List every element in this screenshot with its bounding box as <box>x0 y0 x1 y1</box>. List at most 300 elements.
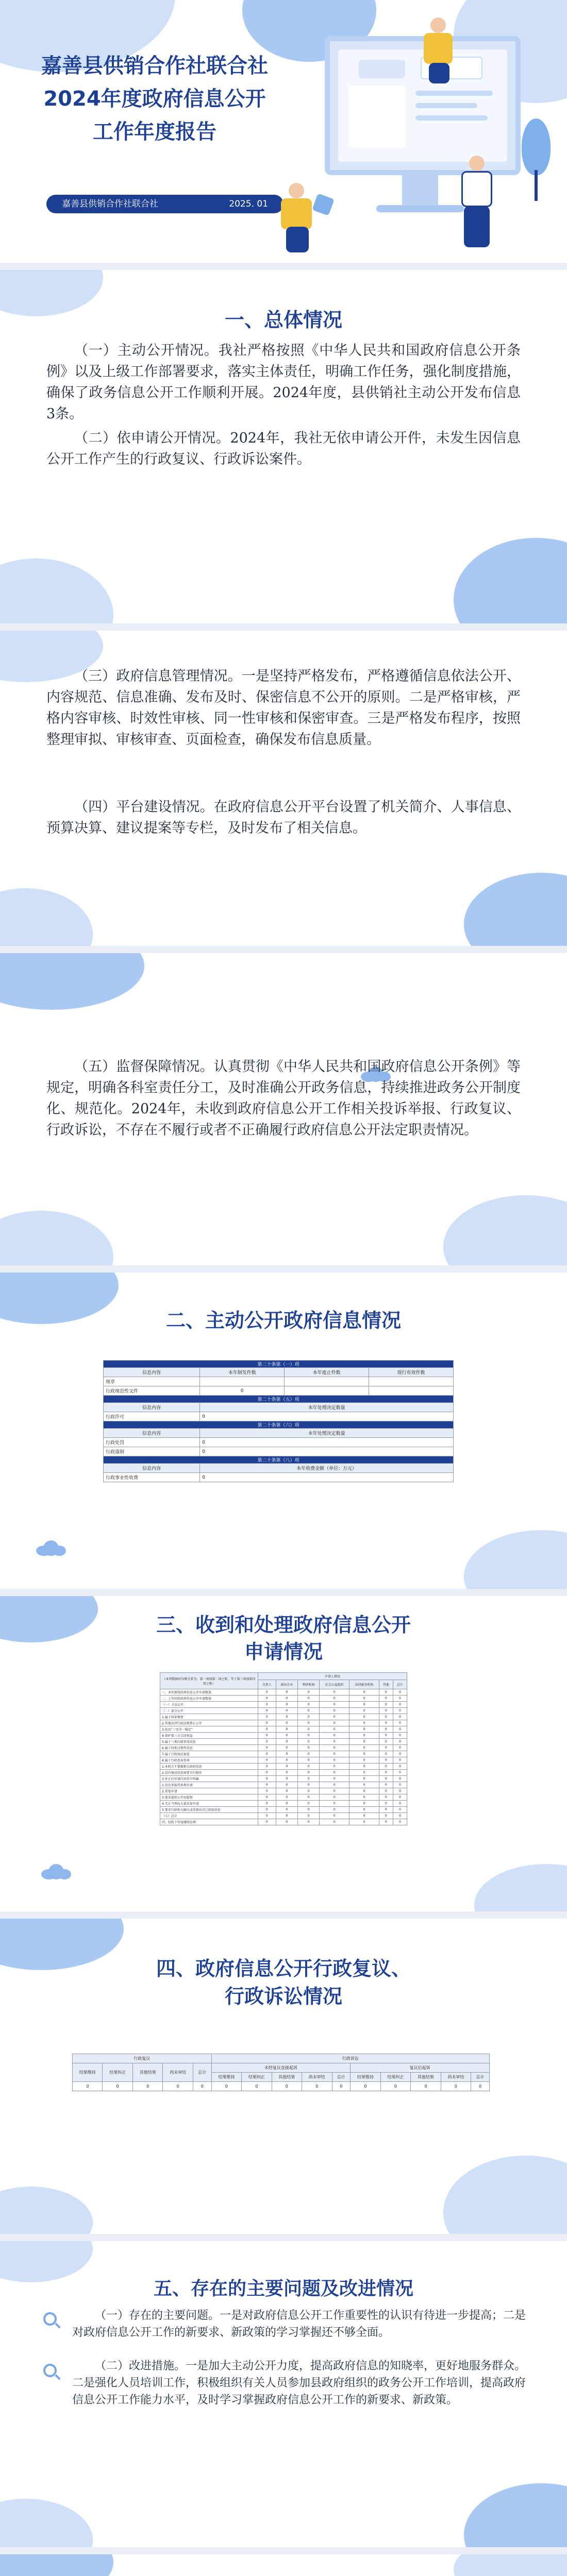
table-cell: 0 <box>379 1801 393 1807</box>
table-header: 信息内容 <box>104 1429 200 1438</box>
table-cell: 0 <box>471 2082 490 2091</box>
decor-blob <box>454 538 567 623</box>
table-cell: 0 <box>242 2082 272 2091</box>
table-row <box>104 1473 454 1482</box>
table-cell: 0 <box>298 1733 320 1739</box>
table-row <box>104 1377 454 1386</box>
table-cell: 0 <box>298 1794 320 1801</box>
paragraph: （二）依申请公开情况。2024年，我社无依申请公开件，未发生因信息公开工作产生的行政复议、行政诉讼案件。 <box>46 430 521 467</box>
table-row-label: 4.无正当理由大量反复申请 <box>160 1801 258 1807</box>
table-cell: 0 <box>379 1745 393 1751</box>
report-title <box>21 49 289 148</box>
table-row <box>104 1447 454 1456</box>
screen-line <box>415 115 488 121</box>
table-cell: 0 <box>276 1757 297 1764</box>
section-divider <box>0 946 567 953</box>
table-cell: 0 <box>379 1813 393 1819</box>
table-header: 结果维持 <box>211 2073 241 2082</box>
table-header: 其他 <box>379 1680 393 1689</box>
table-cell: 0 <box>258 1807 276 1813</box>
decor-blob <box>474 1864 567 1911</box>
table-row-label: 3.危及“三安全一稳定” <box>160 1726 258 1733</box>
table-cell: 0 <box>258 1813 276 1819</box>
table-header: 本年处理决定数量 <box>200 1403 454 1412</box>
table-row <box>160 1714 407 1720</box>
table-header: 自然人 <box>258 1680 276 1689</box>
table-cell: 0 <box>349 1801 379 1807</box>
table-row <box>160 1770 407 1776</box>
table-header: 尚未审结 <box>163 2063 193 2082</box>
cube-icon <box>312 193 335 216</box>
table-cell: 0 <box>298 1819 320 1825</box>
table-cell: 0 <box>200 1386 285 1396</box>
table-cell: 0 <box>320 1776 349 1782</box>
table-row <box>160 1726 407 1733</box>
table-row <box>104 1438 454 1447</box>
table-cell: 0 <box>393 1770 407 1776</box>
table-cell: 0 <box>349 1751 379 1757</box>
table-cell: 0 <box>320 1689 349 1696</box>
table-cell: 0 <box>393 1788 407 1794</box>
table-cell: 0 <box>320 1733 349 1739</box>
table-row <box>160 1788 407 1794</box>
table-cell: 行政强制 <box>104 1447 200 1456</box>
section-divider <box>0 1589 567 1596</box>
table-cell: 0 <box>393 1794 407 1801</box>
table-row <box>160 1696 407 1702</box>
table-row-label: 二、上年结转政府信息公开申请数量 <box>160 1696 258 1702</box>
table-row <box>160 1720 407 1726</box>
table-cell: 0 <box>379 1751 393 1757</box>
table-cell: 0 <box>276 1696 297 1702</box>
table-header: 结果纠正 <box>103 2063 132 2082</box>
table-header: 申请人情况 <box>258 1673 407 1680</box>
paragraph: （三）政府信息管理情况。一是坚持严格发布，严格遵循信息依法公开、内容规范、信息准确、发布及时、保密信息不公开的原则。二是严格审核，严格内容审核、时效性审核、同一性审核和保密审查。三是严格发布程序，按照整理审拟、审核审查、页面检查，确保发布信息质量。 <box>46 668 521 748</box>
decor-blob <box>464 873 567 946</box>
table-cell: 0 <box>258 1819 276 1825</box>
table-row <box>160 1813 407 1819</box>
table-cell: 0 <box>276 1708 297 1714</box>
table-row-label: 四、结转下年度继续办理 <box>160 1819 258 1825</box>
table-cell: 0 <box>276 1745 297 1751</box>
person-icon <box>469 156 485 171</box>
table-row <box>104 1386 454 1396</box>
section-divider <box>0 263 567 270</box>
table-header: 商业企业 <box>276 1680 297 1689</box>
monitor-screen <box>338 49 507 162</box>
decor-blob <box>464 1530 567 1589</box>
proactive-table <box>103 1360 454 1482</box>
table-cell: 0 <box>349 1776 379 1782</box>
table-cell: 0 <box>351 2082 380 2091</box>
table-row <box>160 1739 407 1745</box>
table-header: 社会公益组织 <box>320 1680 349 1689</box>
table-cell: 0 <box>379 1782 393 1788</box>
table-cell: 0 <box>393 1801 407 1807</box>
table-row-label: 一、本年新收政府信息公开申请数量 <box>160 1689 258 1696</box>
table-cell: 0 <box>258 1714 276 1720</box>
table-row <box>73 2082 490 2091</box>
section-title: 二、主动公开政府信息情况 <box>165 1309 401 1332</box>
decor-blob <box>0 1211 113 1265</box>
table-cell: 0 <box>276 1689 297 1696</box>
decor-blob <box>443 2156 567 2234</box>
table-cell: 0 <box>320 1770 349 1776</box>
table-cell: 0 <box>379 1794 393 1801</box>
table-band: 第二十条第（一）项 <box>104 1361 454 1368</box>
section-overview-cont <box>0 631 567 946</box>
magnifier-icon <box>43 2364 57 2377</box>
applications-table <box>160 1672 407 1825</box>
table-cell: 0 <box>393 1708 407 1714</box>
table-cell: 0 <box>393 1720 407 1726</box>
table-cell: 0 <box>393 1739 407 1745</box>
table-cell: 0 <box>298 1807 320 1813</box>
table-cell: 0 <box>349 1757 379 1764</box>
table-cell: 0 <box>349 1794 379 1801</box>
section-divider <box>0 1911 567 1919</box>
tree-icon <box>522 118 551 175</box>
table-header: 本年制发件数 <box>200 1368 285 1377</box>
table-row <box>160 1807 407 1813</box>
table-cell: 0 <box>393 1689 407 1696</box>
table-cell <box>285 1386 369 1396</box>
table-cell: 0 <box>320 1801 349 1807</box>
table-cell: 0 <box>211 2082 241 2091</box>
table-cell: 0 <box>379 1757 393 1764</box>
table-row-label: 2.没有现成信息需要另行制作 <box>160 1770 258 1776</box>
section-title <box>0 1612 567 1665</box>
table-row-label: 1.本机关不掌握相关政府信息 <box>160 1764 258 1770</box>
table-cell: 0 <box>276 1739 297 1745</box>
decor-blob <box>0 2499 93 2547</box>
table-header: 信息内容 <box>104 1368 200 1377</box>
table-cell: 0 <box>298 1801 320 1807</box>
table-cell: 0 <box>258 1794 276 1801</box>
table-band: 第二十条第（五）项 <box>104 1396 454 1403</box>
table-cell: 0 <box>320 1726 349 1733</box>
table-cell: 0 <box>258 1757 276 1764</box>
table-cell: 0 <box>320 1757 349 1764</box>
table-cell: 0 <box>393 1726 407 1733</box>
table-header: 法律服务机构 <box>349 1680 379 1689</box>
decor-blob <box>0 558 113 623</box>
table-header: 总计 <box>393 1680 407 1689</box>
table-row-label: 5.属于三类内部事务信息 <box>160 1739 258 1745</box>
table-row <box>160 1745 407 1751</box>
table-header: 总计 <box>471 2073 490 2082</box>
table-cell: 0 <box>320 1702 349 1708</box>
review-litigation-table <box>72 2054 490 2091</box>
table-cell: 0 <box>393 1764 407 1770</box>
decor-blob <box>0 888 93 946</box>
paragraph: （四）平台建设情况。在政府信息公开平台设置了机关简介、人事信息、预算决算、建议提案等专栏，及时发布了相关信息。 <box>46 799 521 836</box>
report-title-line: 嘉善县供销合作社联合社 <box>41 54 268 78</box>
table-cell: 0 <box>393 1807 407 1813</box>
table-cell: 0 <box>276 1813 297 1819</box>
decor-blob <box>0 2187 93 2234</box>
table-cell: 0 <box>349 1770 379 1776</box>
section-title: 一、总体情况 <box>224 309 342 331</box>
table-header: 结果纠正 <box>380 2073 410 2082</box>
table-cell: 0 <box>258 1739 276 1745</box>
paragraph: （五）监督保障情况。认真贯彻《中华人民共和国政府信息公开条例》等规定，明确各科室责任分工，及时准确公开政务信息，持续推进政务公开制度化、规范化。2024年，未收到政府信息公开工作相关投诉举报、行政复议、行政诉讼，不存在不履行或者不正确履行政府信息公开法定职责情况。 <box>46 1059 521 1138</box>
table-cell: 0 <box>276 1751 297 1757</box>
table-cell: 0 <box>298 1770 320 1776</box>
table-row-label: 3.要求提供公开出版物 <box>160 1794 258 1801</box>
table-cell: 0 <box>298 1714 320 1720</box>
table-cell: 0 <box>258 1696 276 1702</box>
table-cell: 0 <box>441 2082 471 2091</box>
table-cell <box>200 1377 285 1386</box>
table-cell: 0 <box>379 1807 393 1813</box>
table-row-label: 2.其他法律行政法规禁止公开 <box>160 1720 258 1726</box>
person-icon <box>424 33 453 64</box>
decor-blob <box>0 953 144 1010</box>
table-cell: 0 <box>320 1714 349 1720</box>
table-cell: 0 <box>200 1412 454 1421</box>
screen-card <box>348 86 405 147</box>
table-cell: 0 <box>132 2082 162 2091</box>
table-cell: 0 <box>276 1726 297 1733</box>
table-cell: 0 <box>320 1708 349 1714</box>
table-cell: 0 <box>349 1714 379 1720</box>
table-row-label: 2.重复申请 <box>160 1788 258 1794</box>
table-header: （本列数据的勾稽关系为：第一项加第二项之和，等于第三项加第四项之和） <box>160 1673 258 1689</box>
table-header: 现行有效件数 <box>369 1368 454 1377</box>
table-header: 其他结果 <box>132 2063 162 2082</box>
table-cell: 0 <box>298 1726 320 1733</box>
table-cell: 0 <box>298 1745 320 1751</box>
monitor-stand <box>402 175 438 206</box>
table-header: 信息内容 <box>104 1464 200 1473</box>
table-cell: 0 <box>320 1819 349 1825</box>
screen-line <box>415 91 493 96</box>
table-cell: 0 <box>320 1739 349 1745</box>
table-cell: 0 <box>349 1726 379 1733</box>
table-header: 其他结果 <box>411 2073 441 2082</box>
table-cell: 0 <box>349 1788 379 1794</box>
paragraph: （一）存在的主要问题。一是对政府信息公开工作重要性的认识有待进一步提高；二是对政府信息公开工作的新要求、新政策的学习掌握还不够全面。 <box>72 2309 526 2339</box>
report-header <box>0 0 567 263</box>
table-cell: 0 <box>193 2082 211 2091</box>
screen-card <box>359 60 405 78</box>
table-cell: 0 <box>349 1702 379 1708</box>
section-title: 五、存在的主要问题及改进情况 <box>153 2278 413 2299</box>
table-cell: 0 <box>349 1813 379 1819</box>
table-cell: 0 <box>298 1776 320 1782</box>
table-cell: 0 <box>320 1788 349 1794</box>
table-header: 信息内容 <box>104 1403 200 1412</box>
table-cell: 0 <box>302 2082 332 2091</box>
table-header: 尚未审结 <box>441 2073 471 2082</box>
table-cell: 0 <box>320 1696 349 1702</box>
table-cell: 0 <box>320 1807 349 1813</box>
table-cell: 行政事业性收费 <box>104 1473 200 1482</box>
table-header: 本年废止件数 <box>285 1368 369 1377</box>
report-date: 2025. 01 <box>229 199 268 209</box>
table-header: 本年处理决定数量 <box>200 1429 454 1438</box>
table-cell: 0 <box>298 1702 320 1708</box>
table-row <box>160 1794 407 1801</box>
table-cell: 0 <box>258 1764 276 1770</box>
table-cell: 0 <box>276 1788 297 1794</box>
table-cell: 0 <box>258 1776 276 1782</box>
table-header: 尚未审结 <box>302 2073 332 2082</box>
table-row <box>104 1412 454 1421</box>
table-cell: 0 <box>276 1720 297 1726</box>
table-cell: 0 <box>163 2082 193 2091</box>
section-proactive-disclosure <box>0 1273 567 1589</box>
table-cell: 0 <box>349 1782 379 1788</box>
table-row-label: （七）总计 <box>160 1813 258 1819</box>
table-cell: 0 <box>258 1782 276 1788</box>
table-cell: 0 <box>258 1801 276 1807</box>
table-cell: 0 <box>276 1770 297 1776</box>
person-icon <box>429 63 449 83</box>
section-applications <box>0 1596 567 1911</box>
table-cell: 行政许可 <box>104 1412 200 1421</box>
table-cell: 行政处罚 <box>104 1438 200 1447</box>
table-cell: 0 <box>272 2082 302 2091</box>
section-title-line: 三、收到和处理政府信息公开 <box>156 1614 411 1636</box>
table-header: 行政诉讼 <box>211 2054 489 2063</box>
paragraph: （一）主动公开情况。我社严格按照《中华人民共和国政府信息公开条例》以及上级工作部署要求，落实主体责任，明确工作任务，强化制度措施，确保了政务信息公开工作顺利开展。2024年度，县供销社主动公开发布信息3条。 <box>46 343 521 422</box>
table-cell: 0 <box>276 1782 297 1788</box>
table-cell <box>369 1386 454 1396</box>
table-cell <box>369 1377 454 1386</box>
monitor-base <box>376 205 464 212</box>
section-review-litigation <box>0 1919 567 2234</box>
table-cell: 0 <box>393 1751 407 1757</box>
table-cell: 行政规范性文件 <box>104 1386 200 1396</box>
section-title-line: 申请情况 <box>244 1640 323 1663</box>
report-title-line: 2024年度政府信息公开 <box>43 87 266 111</box>
decor-blob <box>443 1195 567 1265</box>
person-icon <box>464 206 490 247</box>
table-header: 结果维持 <box>73 2063 103 2082</box>
table-cell: 0 <box>393 1745 407 1751</box>
table-header: 结果维持 <box>351 2073 380 2082</box>
table-cell: 0 <box>276 1702 297 1708</box>
table-cell: 0 <box>320 1782 349 1788</box>
table-cell: 0 <box>393 1819 407 1825</box>
table-cell: 0 <box>393 1714 407 1720</box>
table-cell: 0 <box>320 1745 349 1751</box>
table-cell: 0 <box>379 1776 393 1782</box>
section-divider <box>0 2547 567 2554</box>
table-header: 总计 <box>332 2073 351 2082</box>
table-cell: 0 <box>103 2082 132 2091</box>
table-cell: 0 <box>320 1794 349 1801</box>
table-cell: 0 <box>379 1788 393 1794</box>
table-cell: 0 <box>73 2082 103 2091</box>
table-cell: 0 <box>393 1702 407 1708</box>
table-cell: 0 <box>393 1733 407 1739</box>
table-row-label: 7.属于行政执法案卷 <box>160 1751 258 1757</box>
section-title-line: 四、政府信息公开行政复议、 <box>156 1957 411 1980</box>
table-row-label: 8.属于行政查询事项 <box>160 1757 258 1764</box>
table-cell: 0 <box>349 1745 379 1751</box>
table-cell: 0 <box>200 1438 454 1447</box>
table-cell: 0 <box>298 1720 320 1726</box>
person-icon <box>286 227 309 252</box>
table-cell: 0 <box>320 1720 349 1726</box>
table-cell: 0 <box>320 1764 349 1770</box>
table-cell: 0 <box>380 2082 410 2091</box>
table-cell: 0 <box>276 1801 297 1807</box>
table-row <box>160 1764 407 1770</box>
table-row <box>160 1733 407 1739</box>
table-cell: 0 <box>349 1689 379 1696</box>
table-cell: 0 <box>320 1813 349 1819</box>
table-cell: 0 <box>298 1757 320 1764</box>
table-row <box>160 1702 407 1708</box>
table-cell: 0 <box>298 1764 320 1770</box>
table-cell: 0 <box>298 1696 320 1702</box>
person-icon <box>281 198 312 229</box>
table-cell: 0 <box>298 1708 320 1714</box>
section-overview <box>0 270 567 623</box>
table-row <box>160 1757 407 1764</box>
table-cell: 0 <box>379 1726 393 1733</box>
report-title-line: 工作年度报告 <box>93 120 216 144</box>
decor-blob <box>454 2554 567 2576</box>
table-cell: 0 <box>379 1770 393 1776</box>
org-date-bar <box>46 195 284 213</box>
table-header: 总计 <box>193 2063 211 2082</box>
table-cell: 0 <box>379 1739 393 1745</box>
table-cell: 0 <box>349 1720 379 1726</box>
table-cell: 0 <box>349 1807 379 1813</box>
table-cell: 0 <box>276 1733 297 1739</box>
table-row-label: 4.保护第三方合法权益 <box>160 1733 258 1739</box>
table-cell: 0 <box>276 1714 297 1720</box>
table-cell: 0 <box>349 1696 379 1702</box>
section-other-matters <box>0 2554 567 2576</box>
table-cell: 0 <box>276 1776 297 1782</box>
table-band: 第二十条第（八）项 <box>104 1456 454 1464</box>
table-row <box>160 1782 407 1788</box>
table-row <box>160 1819 407 1825</box>
monitor-illustration <box>325 36 521 175</box>
table-band: 第二十条第（六）项 <box>104 1421 454 1429</box>
decor-blob <box>0 2554 113 2576</box>
table-row <box>160 1801 407 1807</box>
table-cell: 0 <box>379 1702 393 1708</box>
table-header: 科研机构 <box>298 1680 320 1689</box>
table-cell: 0 <box>258 1726 276 1733</box>
table-row-label: （二）部分公开 <box>160 1708 258 1714</box>
table-cell: 0 <box>298 1782 320 1788</box>
table-cell: 0 <box>258 1751 276 1757</box>
table-row <box>160 1708 407 1714</box>
table-cell: 0 <box>393 1813 407 1819</box>
table-row <box>160 1689 407 1696</box>
table-cell: 0 <box>298 1751 320 1757</box>
table-cell: 0 <box>393 1696 407 1702</box>
table-cell: 0 <box>276 1807 297 1813</box>
table-row-label: 1.信访举报投诉类申请 <box>160 1782 258 1788</box>
table-cell: 0 <box>276 1764 297 1770</box>
table-cell: 0 <box>258 1720 276 1726</box>
table-cell: 0 <box>258 1770 276 1776</box>
table-cell <box>285 1377 369 1386</box>
table-header: 其他结果 <box>272 2073 302 2082</box>
table-cell: 0 <box>258 1745 276 1751</box>
table-cell: 0 <box>276 1819 297 1825</box>
table-cell: 规章 <box>104 1377 200 1386</box>
